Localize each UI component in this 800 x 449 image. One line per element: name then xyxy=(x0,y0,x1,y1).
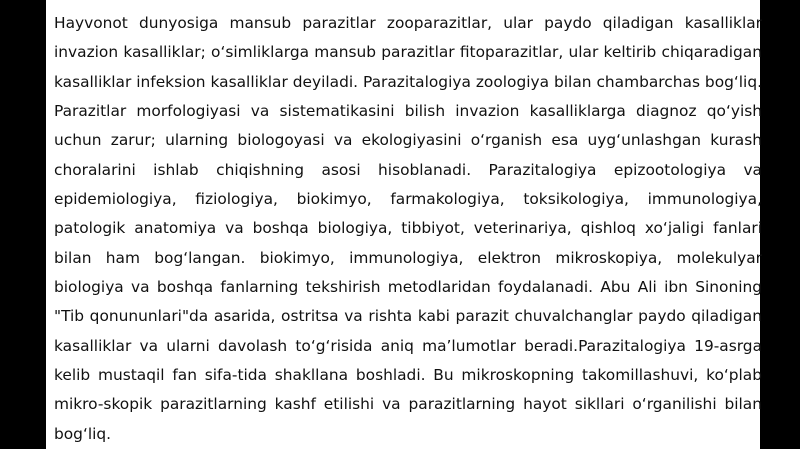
document-page xyxy=(46,0,760,449)
body-paragraph: Hayvonot dunyosiga mansub parazitlar zooparazitlar, ular paydo qiladigan kasalliklar invazion kasalliklar; o‘simliklarga mansub parazitlar fitoparazitlar, ular keltirib chiqaradigan kasalliklar infeksion kasalliklar deyiladi. Parazitalogiya zoologiya bilan chambarchas bog‘liq. Parazitlar morfologiyasi va sistematikasini bilish invazion kasalliklarga diagnoz qo‘yish uchun zarur; ularning biologoyasi va ekologiyasini o‘rganish esa uyg‘unlashgan kurash choralarini ishlab chiqishning asosi hisoblanadi. Parazitalogiya epizootologiya va epidemiologiya, fiziologiya, biokimyo, farmakologiya, toksikologiya, immunologiya, patologik anatomiya va boshqa biologiya, tibbiyot, veterinariya, qishloq xo‘jaligi fanlari bilan ham bog‘langan. biokimyo, immunologiya, elektron mikroskopiya, molekulyar biologiya va boshqa fanlarning tekshirish metodlaridan foydalanadi. Abu Ali ibn Sinoning "Tib qonununlari"da asarida, ostritsa va rishta kabi parazit chuvalchanglar paydo qiladigan kasalliklar va ularni davolash to‘g‘risida aniq ma’lumotlar beradi.Parazitalogiya 19-asrga kelib mustaqil fan sifa-tida shakllana boshladi. Bu mikroskopning takomillashuvi, ko‘plab mikro-skopik parazitlarning kashf etilishi va parazitlarning hayot sikllari o‘rganilishi bilan bog‘liq. xyxy=(54,14,762,443)
